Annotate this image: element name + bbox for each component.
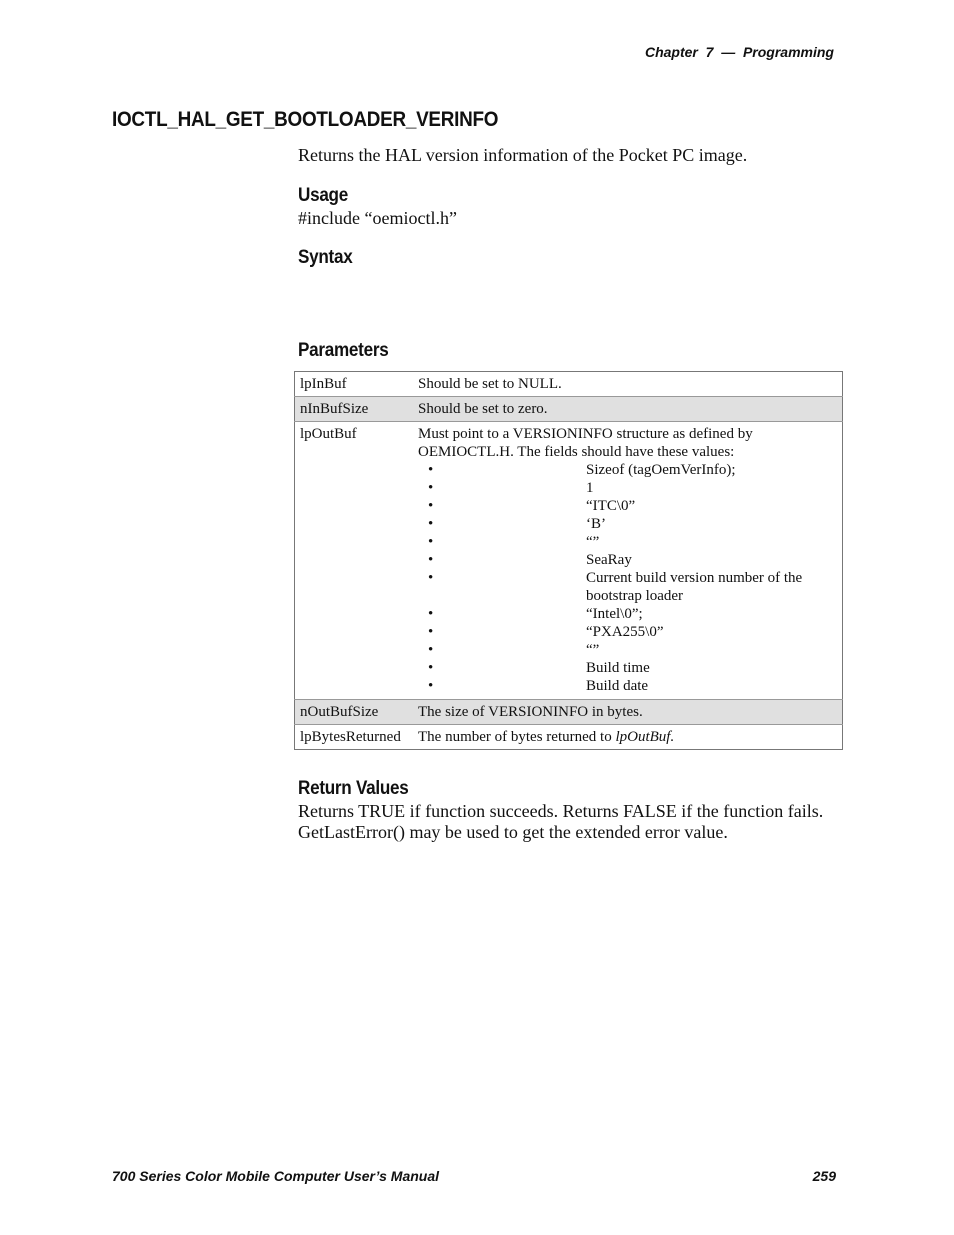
param-desc-block: [413, 725, 843, 750]
bullet-icon: •: [428, 516, 434, 532]
list-item: [418, 641, 836, 659]
list-item: [418, 461, 836, 479]
list-item: [418, 551, 836, 569]
field-value: 1: [586, 480, 594, 496]
param-desc: Should be set to NULL.: [418, 376, 562, 392]
bullet-icon: •: [428, 498, 434, 514]
versioninfo-values-list: [418, 461, 836, 695]
usage-heading: Usage: [298, 185, 348, 206]
page-title: IOCTL_HAL_GET_BOOTLOADER_VERINFO: [112, 108, 499, 131]
field-value: “PXA255\0”: [586, 624, 664, 640]
param-row-lpbytesreturned: [295, 725, 843, 750]
running-head: Chapter 7 — Programming: [644, 44, 834, 60]
list-item: [418, 533, 836, 551]
param-desc-block: [413, 422, 843, 700]
param-name: lpInBuf: [300, 376, 347, 392]
bullet-icon: •: [428, 462, 434, 478]
footer-manual-title: 700 Series Color Mobile Computer User’s Manual: [112, 1168, 440, 1184]
field-value: ‘B’: [586, 516, 606, 532]
bullet-icon: •: [428, 606, 434, 622]
list-item: [418, 623, 836, 641]
field-value: “ITC\0”: [586, 498, 636, 514]
param-desc: Should be set to zero.: [413, 397, 843, 422]
field-value: Build time: [586, 660, 650, 676]
param-desc-italic: lpOutBuf: [615, 729, 671, 745]
bullet-icon: •: [428, 552, 434, 568]
syntax-heading: Syntax: [298, 247, 353, 268]
list-item: [418, 605, 836, 623]
page-number: 259: [812, 1168, 836, 1184]
param-name: nInBufSize: [295, 397, 414, 422]
param-desc-end: .: [670, 729, 675, 745]
field-value: SeaRay: [586, 552, 632, 568]
param-name: lpBytesReturned: [295, 725, 414, 750]
list-item: [418, 497, 836, 515]
parameters-table: [294, 371, 843, 750]
list-item: [418, 659, 836, 677]
bullet-icon: •: [428, 570, 434, 586]
bullet-icon: •: [428, 624, 434, 640]
field-value: Current build version number of the bootstrap loader: [586, 570, 803, 604]
param-row-noutbufsize: [295, 700, 843, 725]
bullet-icon: •: [428, 534, 434, 550]
param-desc: Must point to a VERSIONINFO structure as defined by OEMIOCTL.H. The fields should have these values:: [418, 426, 753, 460]
field-value: “”: [586, 534, 600, 550]
list-item: [418, 515, 836, 533]
field-value: “Intel\0”;: [586, 606, 643, 622]
field-value: Build date: [586, 678, 649, 694]
bullet-icon: •: [428, 480, 434, 496]
param-row-ninbufsize: [295, 397, 843, 422]
list-item: [418, 569, 836, 605]
list-item: [418, 677, 836, 695]
return-values-text: Returns TRUE if function succeeds. Returns FALSE if the function fails. GetLastError() may be used to get the extended error value.: [298, 801, 824, 842]
description: Returns the HAL version information of the Pocket PC image.: [298, 145, 748, 165]
param-name: nOutBufSize: [295, 700, 414, 725]
field-value: “”: [586, 642, 600, 658]
usage-text: #include “oemioctl.h”: [298, 208, 457, 228]
list-item: [418, 479, 836, 497]
param-desc: The number of bytes returned to: [418, 729, 616, 745]
param-row-lpinbuf: [295, 372, 843, 397]
bullet-icon: •: [428, 678, 434, 694]
bullet-icon: •: [428, 660, 434, 676]
return-values-heading: Return Values: [298, 778, 409, 799]
param-desc: The size of VERSIONINFO in bytes.: [413, 700, 843, 725]
param-name: lpOutBuf: [295, 422, 414, 700]
field-value: Sizeof (tagOemVerInfo);: [586, 462, 736, 478]
bullet-icon: •: [428, 642, 434, 658]
parameters-heading: Parameters: [298, 340, 389, 361]
param-row-lpoutbuf: [295, 422, 843, 700]
